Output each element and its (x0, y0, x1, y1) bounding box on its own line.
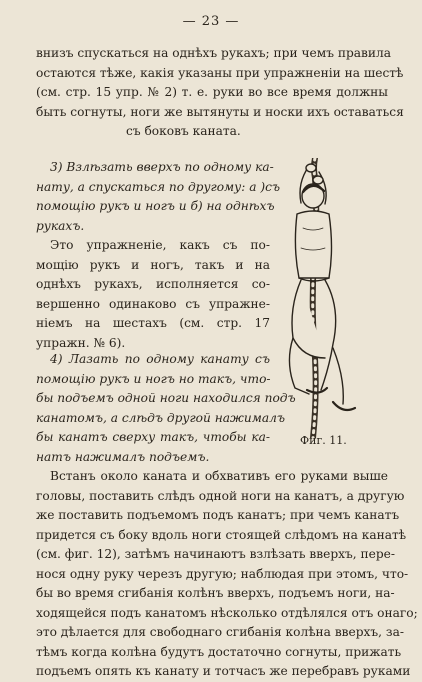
text-line: съ боковъ каната. (126, 124, 241, 138)
text-line: тѣмъ когда колѣна будутъ достаточно согнуты, прижать (36, 644, 402, 659)
exercise-4-title-line: натъ нажималъ подъемъ. (36, 449, 210, 464)
text-line: это дѣлается для свободнаго сгибанія колѣна вверхъ, за- (36, 625, 404, 639)
text-line: (см. стр. 15 упр. № 2) т. е. руки во все время должны (36, 85, 388, 99)
text-line: внизъ спускаться на однѣхъ рукахъ; при чемъ правила (36, 46, 392, 60)
text-line: подъемъ опять къ канату и тотчасъ же перебравъ руками (36, 664, 411, 678)
exercise-3-body-line: мощію рукъ и ногъ, такъ и на (36, 257, 270, 272)
text-line: же поставить подъемомъ подъ канатъ; при чемъ канатъ (36, 508, 400, 522)
exercise-3-body-line: однѣхъ рукахъ, исполняется со- (36, 277, 270, 291)
exercise-3-body-line: упражн. № 6). (36, 335, 126, 350)
exercise-4-title-line: бы подъемъ одной ноги находился подъ (36, 391, 296, 405)
text-line: остаются тѣже, какія указаны при упражненіи на шестѣ (36, 65, 404, 80)
exercise-3-title-line: 3) Взлѣзать вверхъ по одному ка- (50, 160, 274, 174)
page-number: — 23 — (182, 14, 240, 29)
exercise-4-title-line: бы канатъ сверху такъ, чтобы ка- (36, 430, 270, 444)
text-line: (см. фиг. 12), затѣмъ начинаютъ взлѣзать вверхъ, пере- (36, 547, 396, 561)
exercise-4-title-line: 4) Лазать по одному канату съ (50, 352, 270, 366)
exercise-4-title-line: помощію рукъ и ногъ но такъ, что- (36, 371, 271, 386)
text-line: нося одну руку черезъ другую; наблюдая при этомъ, что- (36, 566, 409, 581)
text-line: Встанъ около каната и обхвативъ его руками выше (50, 469, 388, 483)
exercise-3-body-line: Это упражненіе, какъ съ по- (50, 238, 270, 252)
exercise-3-title-line: помощію рукъ и ногъ и б) на однѣхъ (36, 199, 275, 213)
exercise-4-title-line: канатомъ, а слѣдъ другой нажималъ (36, 410, 285, 425)
exercise-3-body-line: вершенно одинаково съ упражне- (36, 296, 270, 311)
exercise-3 (36, 158, 281, 353)
exercise-3-body-line: ніемъ на шестахъ (см. стр. 17 (36, 316, 270, 330)
bottom-paragraph (36, 467, 418, 682)
intro-paragraph (36, 44, 404, 142)
text-line: головы, поставить слѣдъ одной ноги на канатъ, а другую (36, 488, 405, 503)
text-line: придется съ боку вдоль ноги стоящей слѣдомъ на канатѣ (36, 527, 407, 542)
exercise-4 (36, 350, 296, 467)
rope-climber-illustration (263, 158, 371, 438)
text-line: бы во время сгибанія колѣнъ вверхъ, подъемъ ноги, на- (36, 586, 395, 600)
figure-caption: Фиг. 11. (300, 434, 347, 447)
text-line: быть согнуты, ноги же вытянуты и носки ихъ оставаться (36, 104, 404, 119)
exercise-3-title-line: рукахъ. (36, 218, 85, 233)
text-line: ходящейся подъ канатомъ нѣсколько отдѣлялся отъ онаго; (36, 605, 418, 620)
exercise-3-title-line: нату, а спускаться по другому: а )съ (36, 179, 281, 194)
